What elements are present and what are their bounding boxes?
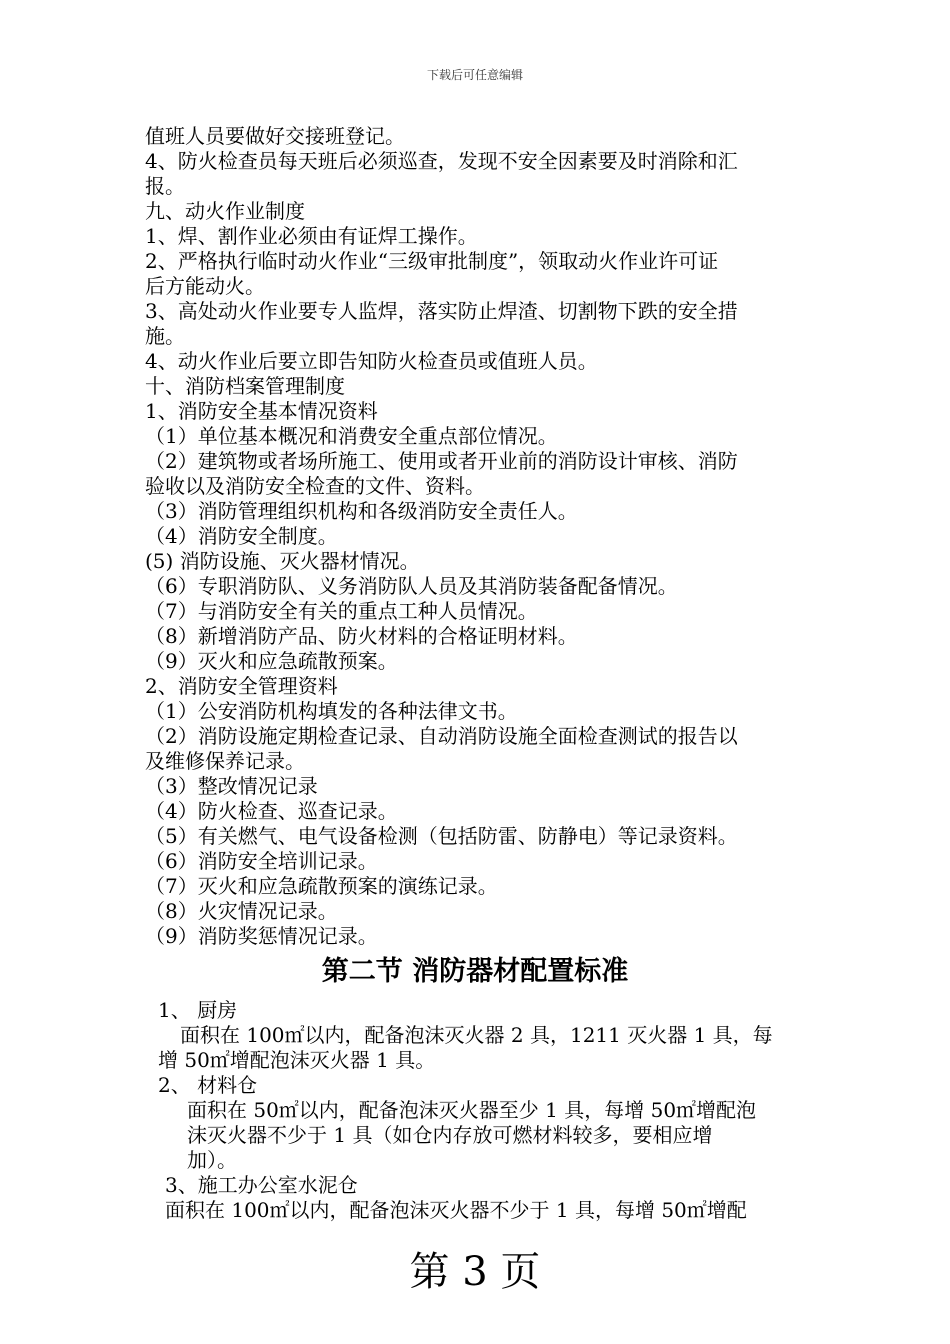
body-line: (5) 消防设施、灭火器材情况。	[145, 549, 420, 573]
body-line: （8）火灾情况记录。	[145, 899, 338, 923]
body-line: 3、高处动火作业要专人监焊，落实防止焊渣、切割物下跌的安全措	[145, 299, 738, 323]
section-heading-ten: 十、消防档案管理制度	[145, 374, 345, 398]
body-line: 后方能动火。	[145, 274, 265, 298]
body-line: （7）灭火和应急疏散预案的演练记录。	[145, 874, 498, 898]
body-line: 1、焊、割作业必须由有证焊工操作。	[145, 224, 478, 248]
body-line: （2）建筑物或者场所施工、使用或者开业前的消防设计审核、消防	[145, 449, 738, 473]
body-line: （1）公安消防机构填发的各种法律文书。	[145, 699, 518, 723]
standard-line: 沫灭火器不少于 1 具（如仓内存放可燃材料较多，要相应增	[187, 1123, 713, 1147]
body-line: 报。	[145, 174, 185, 198]
body-line: 验收以及消防安全检查的文件、资料。	[145, 474, 485, 498]
body-line: （4）消防安全制度。	[145, 524, 338, 548]
body-line: （4）防火检查、巡查记录。	[145, 799, 398, 823]
standard-line: 面积在 100㎡以内，配备泡沫灭火器不少于 1 具，每增 50㎡增配	[165, 1198, 747, 1222]
body-line: 施。	[145, 324, 185, 348]
standard-item-warehouse: 2、 材料仓	[158, 1073, 258, 1097]
body-line: （8）新增消防产品、防火材料的合格证明材料。	[145, 624, 578, 648]
body-line: （6）专职消防队、义务消防队人员及其消防装备配备情况。	[145, 574, 678, 598]
standard-item-office-cement: 3、施工办公室水泥仓	[165, 1173, 358, 1197]
body-line: （5）有关燃气、电气设备检测（包括防雷、防静电）等记录资料。	[145, 824, 738, 848]
body-line: 2、严格执行临时动火作业“三级审批制度”，领取动火作业许可证	[145, 249, 719, 273]
body-line: （1）单位基本概况和消费安全重点部位情况。	[145, 424, 558, 448]
standard-line: 面积在 50㎡以内，配备泡沫灭火器至少 1 具，每增 50㎡增配泡	[187, 1098, 757, 1122]
body-line: （3）整改情况记录	[145, 774, 318, 798]
body-line: （2）消防设施定期检查记录、自动消防设施全面检查测试的报告以	[145, 724, 738, 748]
body-line: （9）灭火和应急疏散预案。	[145, 649, 398, 673]
section-title: 第二节 消防器材配置标准	[321, 956, 629, 987]
standard-line: 加）。	[187, 1148, 237, 1172]
page-header-note: 下载后可任意编辑	[426, 68, 523, 82]
body-line: （7）与消防安全有关的重点工种人员情况。	[145, 599, 538, 623]
body-line: （3）消防管理组织机构和各级消防安全责任人。	[145, 499, 578, 523]
standard-line: 面积在 100㎡以内，配备泡沫灭火器 2 具，1211 灭火器 1 具，每	[180, 1023, 773, 1047]
body-line: 1、消防安全基本情况资料	[145, 399, 378, 423]
page-number: 第 3 页	[409, 1249, 541, 1295]
section-heading-nine: 九、动火作业制度	[145, 199, 305, 223]
standard-line: 增 50㎡增配泡沫灭火器 1 具。	[158, 1048, 436, 1072]
standard-item-kitchen: 1、 厨房	[158, 998, 238, 1022]
body-line: 值班人员要做好交接班登记。	[145, 124, 405, 148]
body-line: （6）消防安全培训记录。	[145, 849, 378, 873]
body-line: 及维修保养记录。	[145, 749, 305, 773]
body-line: 4、动火作业后要立即告知防火检查员或值班人员。	[145, 349, 598, 373]
body-line: （9）消防奖惩情况记录。	[145, 924, 378, 948]
body-line: 2、消防安全管理资料	[145, 674, 338, 698]
body-line: 4、防火检查员每天班后必须巡查，发现不安全因素要及时消除和汇	[145, 149, 738, 173]
